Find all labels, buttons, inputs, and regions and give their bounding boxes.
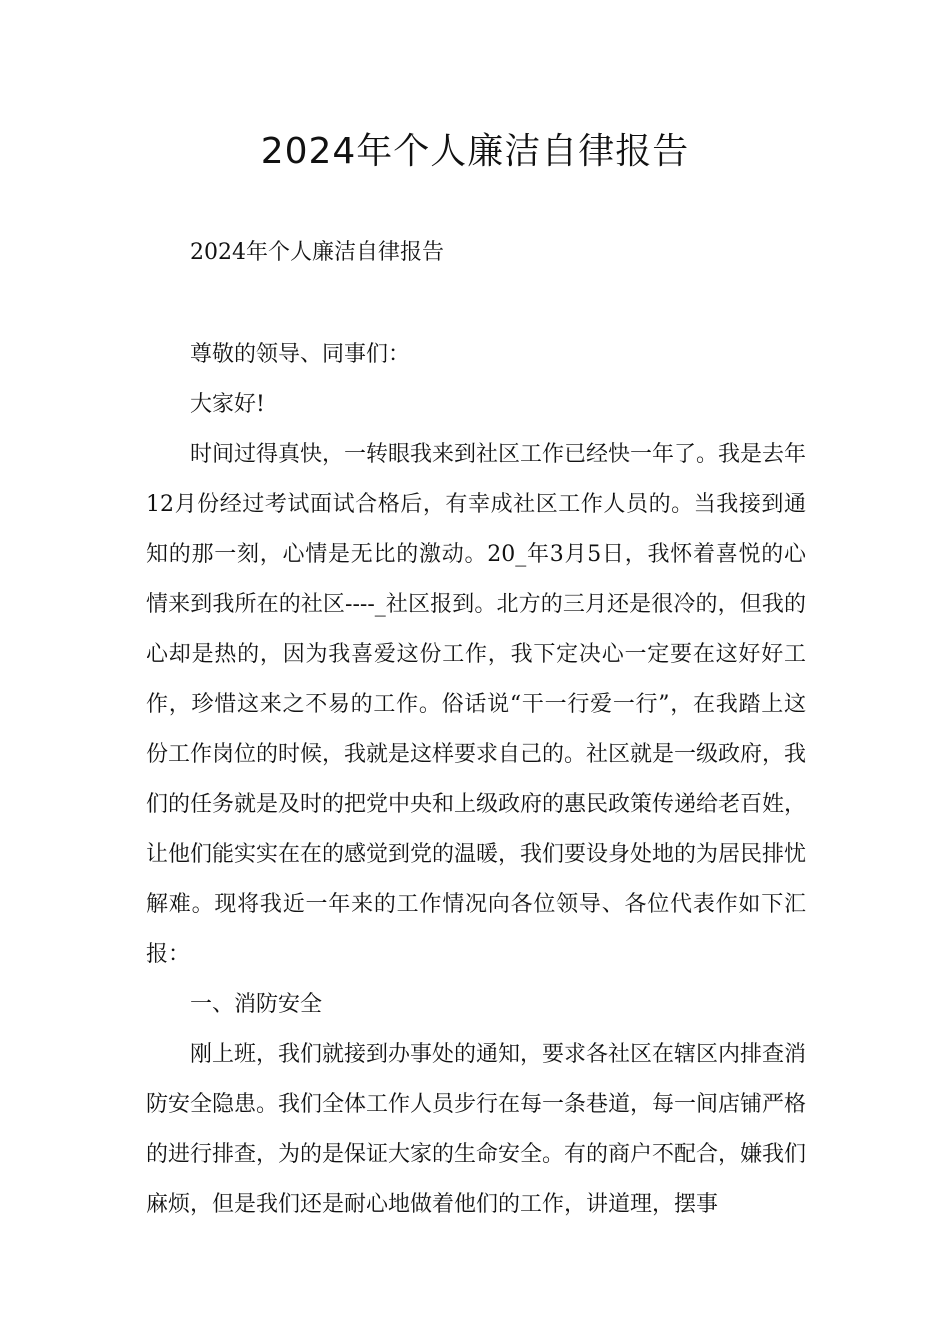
- section-heading: 一、消防安全: [190, 992, 323, 1017]
- intro-paragraph: 时间过得真快，一转眼我来到社区工作已经快一年了。我是去年12月份经过考试面试合格后，有幸成社区工作人员的。当我接到通知的那一刻，心情是无比的激动。20_年3月5日，我怀着喜悦的心情来到我所在的社区----_社区报到。北方的三月还是很冷的，但我的心却是热的，因为我喜爱这份工作，我下定决心一定要在这好好工作，珍惜这来之不易的工作。俗话说“干一行爱一行”，在我踏上这份工作岗位的时候，我就是这样要求自己的。社区就是一级政府，我们的任务就是及时的把党中央和上级政府的惠民政策传递给老百姓，让他们能实实在在的感觉到党的温暖，我们要设身处地的为居民排忧解难。现将我近一年来的工作情况向各位领导、各位代表作如下汇报：: [146, 442, 807, 967]
- salutation: 尊敬的领导、同事们：: [190, 342, 411, 367]
- spacer: [146, 278, 806, 330]
- document-body: [146, 228, 806, 1230]
- section-paragraph: 刚上班，我们就接到办事处的通知，要求各社区在辖区内排查消防安全隐患。我们全体工作人员步行在每一条巷道，每一间店铺严格的进行排查，为的是保证大家的生命安全。有的商户不配合，嫌我们麻烦，但是我们还是耐心地做着他们的工作，讲道理，摆事: [146, 1042, 807, 1217]
- document-title: 2024年个人廉洁自律报告: [260, 131, 690, 172]
- greeting: 大家好!: [190, 392, 265, 417]
- document-subtitle: 2024年个人廉洁自律报告: [190, 240, 444, 265]
